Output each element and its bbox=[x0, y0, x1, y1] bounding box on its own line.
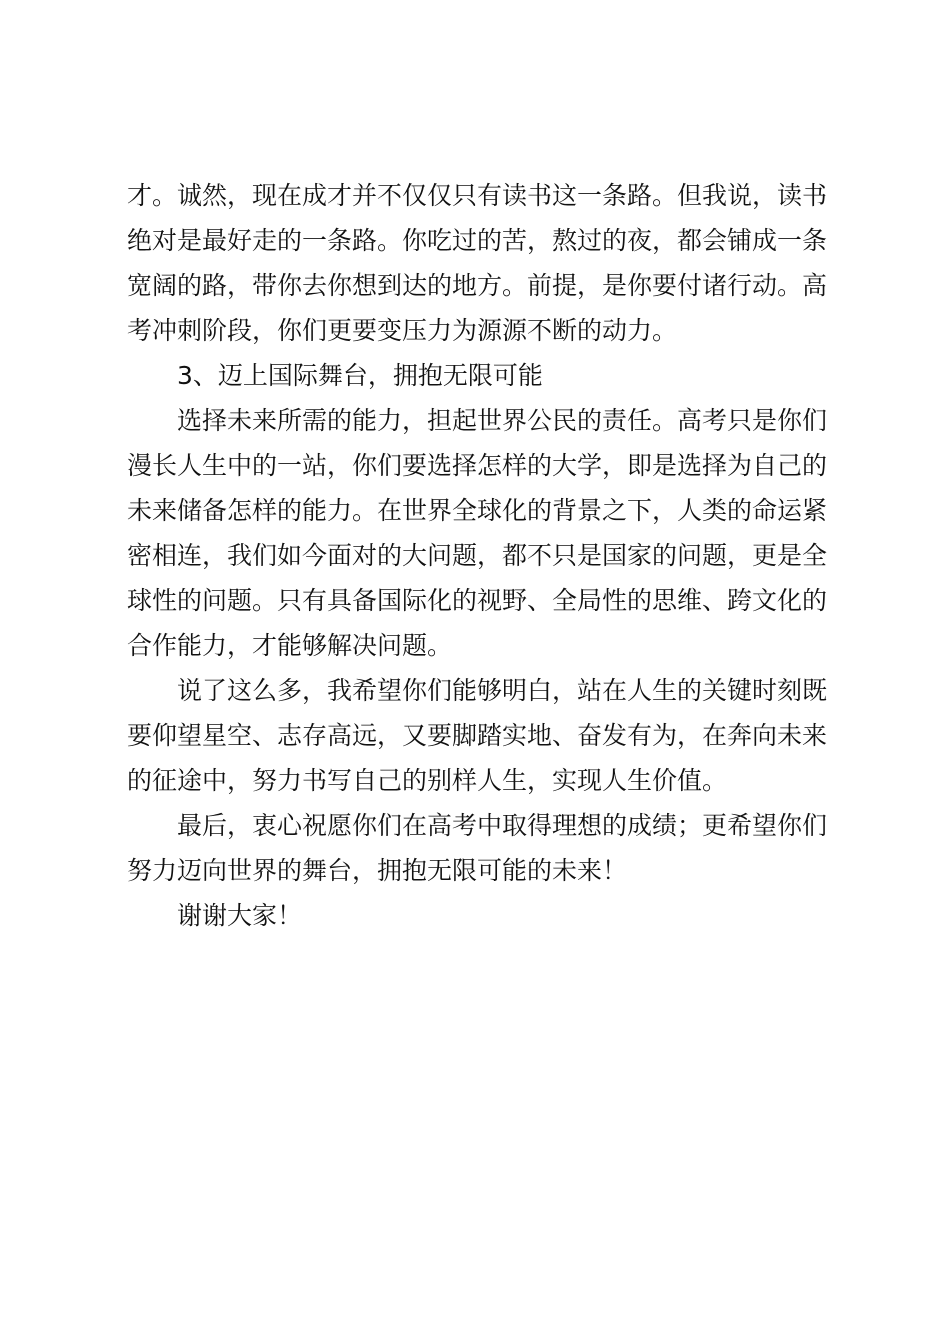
document-body bbox=[127, 173, 827, 938]
closing-thanks: 谢谢大家！ bbox=[177, 901, 303, 930]
paragraph-wishes: 最后，衷心祝愿你们在高考中取得理想的成绩；更希望你们努力迈向世界的舞台，拥抱无限可能的未来！ bbox=[127, 811, 828, 885]
paragraph-global-stage: 选择未来所需的能力，担起世界公民的责任。高考只是你们漫长人生中的一站，你们要选择怎样的大学，即是选择为自己的未来储备怎样的能力。在世界全球化的背景之下，人类的命运紧密相连，我们如今面对的大问题，都不只是国家的问题，更是全球性的问题。只有具备国际化的视野、全局性的思维、跨文化的合作能力，才能够解决问题。 bbox=[127, 406, 828, 660]
paragraph-summary: 说了这么多，我希望你们能够明白，站在人生的关键时刻既要仰望星空、志存高远，又要脚踏实地、奋发有为，在奔向未来的征途中，努力书写自己的别样人生，实现人生价值。 bbox=[127, 676, 828, 795]
paragraph-continuation: 才。诚然，现在成才并不仅仅只有读书这一条路。但我说，读书绝对是最好走的一条路。你吃过的苦，熬过的夜，都会铺成一条宽阔的路，带你去你想到达的地方。前提，是你要付诸行动。高考冲刺阶段，你们更要变压力为源源不断的动力。 bbox=[127, 181, 828, 345]
section-heading: 3、迈上国际舞台，拥抱无限可能 bbox=[177, 361, 543, 390]
